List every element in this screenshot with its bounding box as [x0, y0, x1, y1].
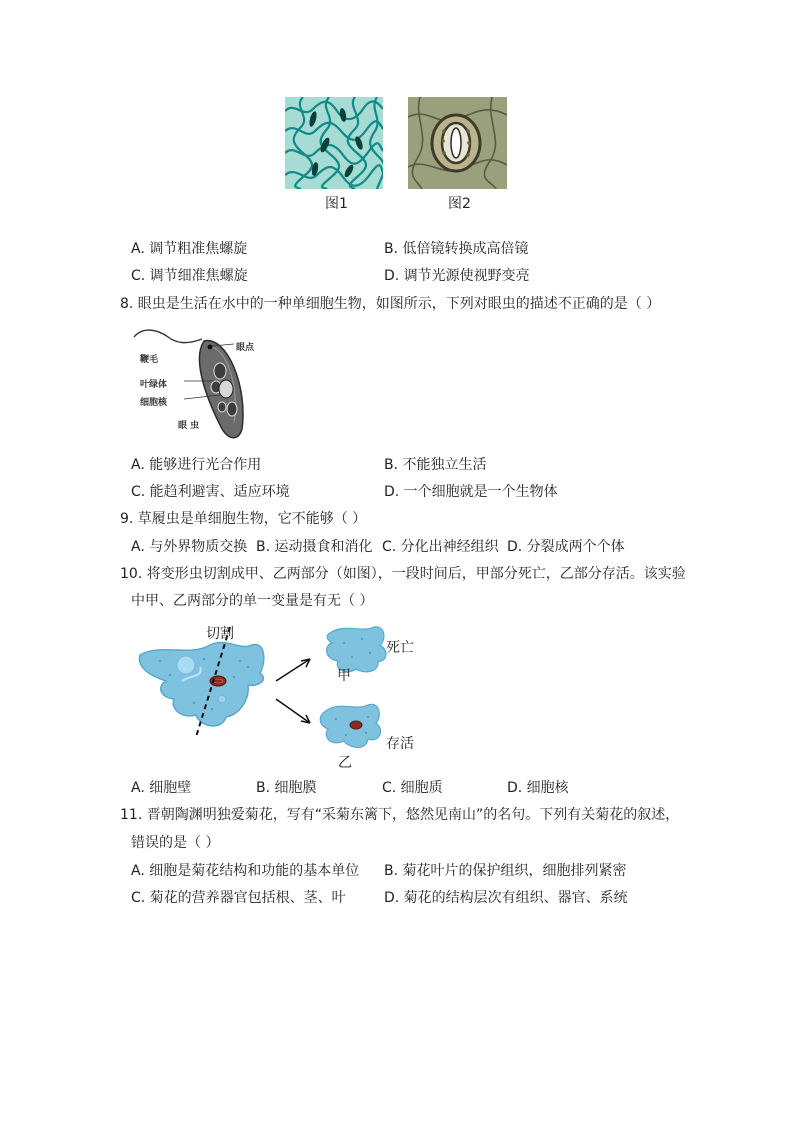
stoma-closeup-image	[408, 97, 507, 189]
q10-stem-line-2: 中甲、乙两部分的单一变量是有无（ ）	[131, 593, 374, 609]
q7-figure-1	[285, 97, 383, 189]
q11-stem-line-1: 11. 晋朝陶渊明独爱菊花，写有“采菊东篱下，悠然见南山”的名句。下列有关菊花的叙述，	[120, 807, 680, 823]
q8-option-b[interactable]: B. 不能独立生活	[384, 457, 487, 473]
q7-option-d[interactable]: D. 调节光源使视野变亮	[384, 268, 530, 284]
q11-stem-line-2: 错误的是（ ）	[131, 835, 220, 851]
stomata-stained-image	[285, 97, 383, 189]
amoeba-label-yi: 乙	[338, 755, 352, 771]
q7-figure-1-caption: 图1	[325, 196, 348, 212]
q11-option-c[interactable]: C. 菊花的营养器官包括根、茎、叶	[131, 890, 346, 906]
q8-stem: 8. 眼虫是生活在水中的一种单细胞生物，如图所示，下列对眼虫的描述不正确的是（ ）	[120, 296, 661, 312]
q8-option-a[interactable]: A. 能够进行光合作用	[131, 457, 262, 473]
euglena-label-eyespot: 眼点	[236, 343, 255, 353]
q10-option-c[interactable]: C. 细胞质	[382, 780, 443, 796]
q7-figure-2	[408, 97, 507, 189]
q7-option-a[interactable]: A. 调节粗准焦螺旋	[131, 241, 248, 257]
q7-figure-2-caption: 图2	[448, 196, 471, 212]
q11-option-d[interactable]: D. 菊花的结构层次有组织、器官、系统	[384, 890, 628, 906]
euglena-label-title: 眼 虫	[178, 421, 200, 431]
q7-option-b[interactable]: B. 低倍镜转换成高倍镜	[384, 241, 529, 257]
euglena-label-nucleus: 细胞核	[140, 398, 168, 408]
amoeba-figure	[130, 615, 430, 775]
amoeba-label-alive: 存活	[386, 736, 414, 752]
amoeba-label-jia: 甲	[337, 668, 351, 684]
q10-option-a[interactable]: A. 细胞壁	[131, 780, 192, 796]
q10-stem-line-1: 10. 将变形虫切割成甲、乙两部分（如图），一段时间后，甲部分死亡，乙部分存活。该实验	[120, 566, 686, 582]
q8-option-d[interactable]: D. 一个细胞就是一个生物体	[384, 484, 558, 500]
q11-option-b[interactable]: B. 菊花叶片的保护组织，细胞排列紧密	[384, 863, 627, 879]
q7-option-c[interactable]: C. 调节细准焦螺旋	[131, 268, 248, 284]
amoeba-label-cut: 切割	[206, 626, 234, 642]
euglena-label-flagellum: 鞭毛	[140, 355, 159, 365]
amoeba-label-dead: 死亡	[386, 640, 414, 656]
q9-option-a[interactable]: A. 与外界物质交换	[131, 539, 248, 555]
q8-option-c[interactable]: C. 能趋利避害、适应环境	[131, 484, 290, 500]
amoeba-illustration	[130, 615, 430, 775]
q10-option-b[interactable]: B. 细胞膜	[256, 780, 317, 796]
q9-option-d[interactable]: D. 分裂成两个个体	[507, 539, 625, 555]
q10-option-d[interactable]: D. 细胞核	[507, 780, 569, 796]
q9-option-c[interactable]: C. 分化出神经组织	[382, 539, 499, 555]
q9-stem: 9. 草履虫是单细胞生物，它不能够（ ）	[120, 511, 367, 527]
q11-option-a[interactable]: A. 细胞是菊花结构和功能的基本单位	[131, 863, 360, 879]
q9-option-b[interactable]: B. 运动摄食和消化	[256, 539, 373, 555]
euglena-label-chloroplast: 叶绿体	[140, 380, 168, 390]
